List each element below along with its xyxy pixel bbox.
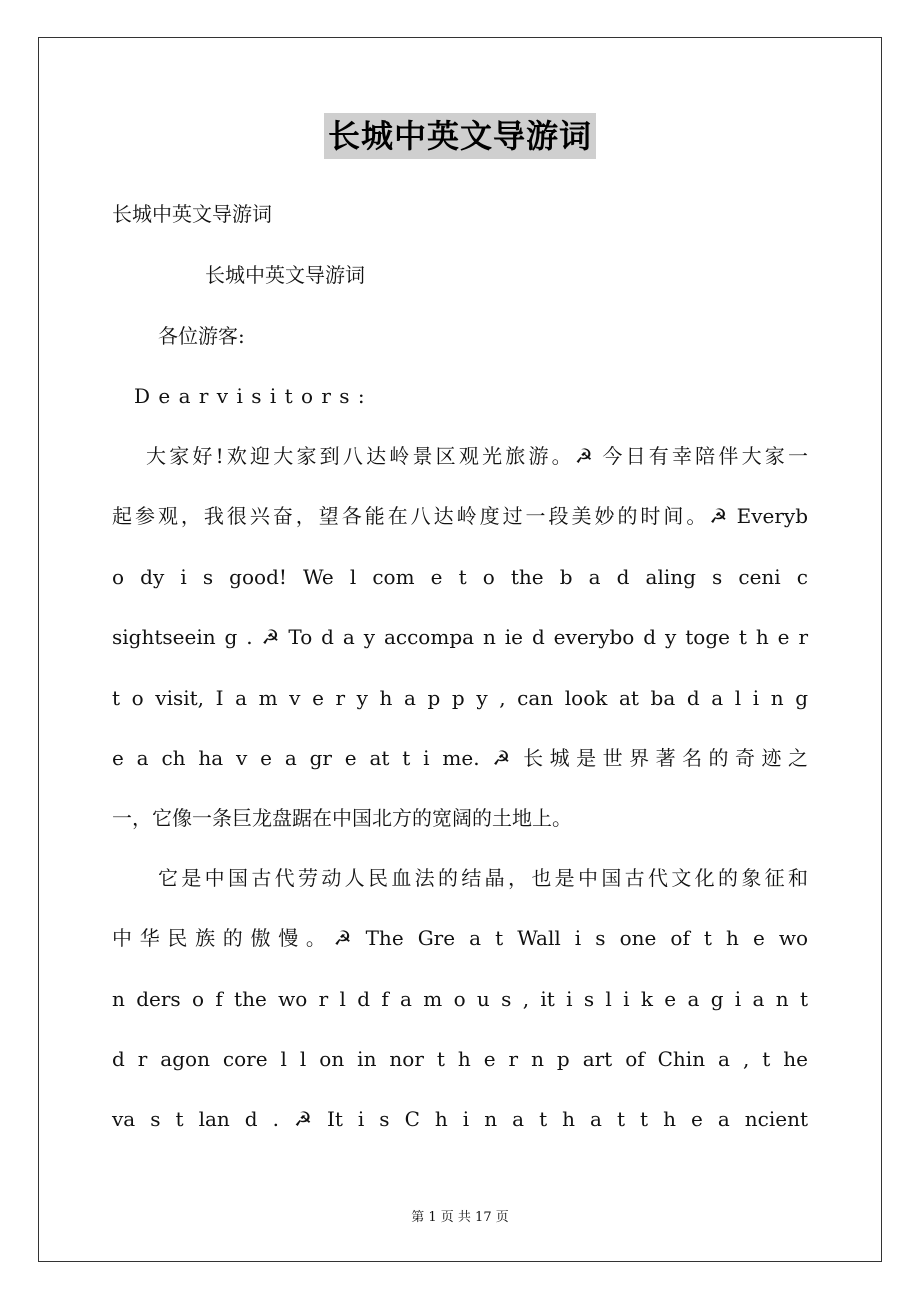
paragraph-line-1: 大家好!欢迎大家到八达岭景区观光旅游。☭ 今日有幸陪伴大家一 bbox=[146, 444, 808, 468]
paragraph-line-3: o dy i s good! We l com e t o the b a d aling s ceni c bbox=[112, 565, 808, 589]
greeting-chinese: 各位游客: bbox=[158, 324, 245, 348]
paragraph-line-10: n ders o f the wo r l d f a m o u s , it i s l i k e a g i a n t bbox=[112, 987, 808, 1011]
paragraph-line-2: 起参观，我很兴奋，望各能在八达岭度过一段美妙的时间。☭ Everyb bbox=[112, 504, 808, 528]
greeting-english: D e a r v i s i t o r s : bbox=[134, 384, 366, 408]
subtitle-left: 长城中英文导游词 bbox=[112, 202, 272, 226]
paragraph-line-5: t o visit, I a m v e r y h a p p y , can look at ba d a l i n g bbox=[112, 686, 808, 710]
paragraph-line-8: 它是中国古代劳动人民血法的结晶，也是中国古代文化的象征和 bbox=[158, 866, 808, 890]
document-title: 长城中英文导游词 bbox=[324, 113, 596, 159]
document-title-wrapper bbox=[0, 113, 920, 159]
paragraph-line-12: va s t lan d . ☭ It i s C h i n a t h a t t h e a ncient bbox=[112, 1107, 808, 1131]
paragraph-line-6: e a ch ha v e a gr e at t i me. ☭ 长城是世界著名的奇迹之 bbox=[112, 746, 808, 770]
paragraph-line-11: d r agon core l l on in nor t h e r n p art of Chin a , t he bbox=[112, 1047, 808, 1071]
paragraph-line-9: 中华民族的傲慢。☭ The Gre a t Wall i s one of t h e wo bbox=[112, 926, 808, 950]
subtitle-indented: 长城中英文导游词 bbox=[205, 263, 365, 287]
page-footer: 第 1 页 共 17 页 bbox=[411, 1210, 509, 1225]
paragraph-line-4: sightseein g . ☭ To d a y accompa n ie d everybo d y toge t h e r bbox=[112, 625, 808, 649]
paragraph-line-7: 一，它像一条巨龙盘踞在中国北方的宽阔的土地上。 bbox=[112, 806, 572, 830]
